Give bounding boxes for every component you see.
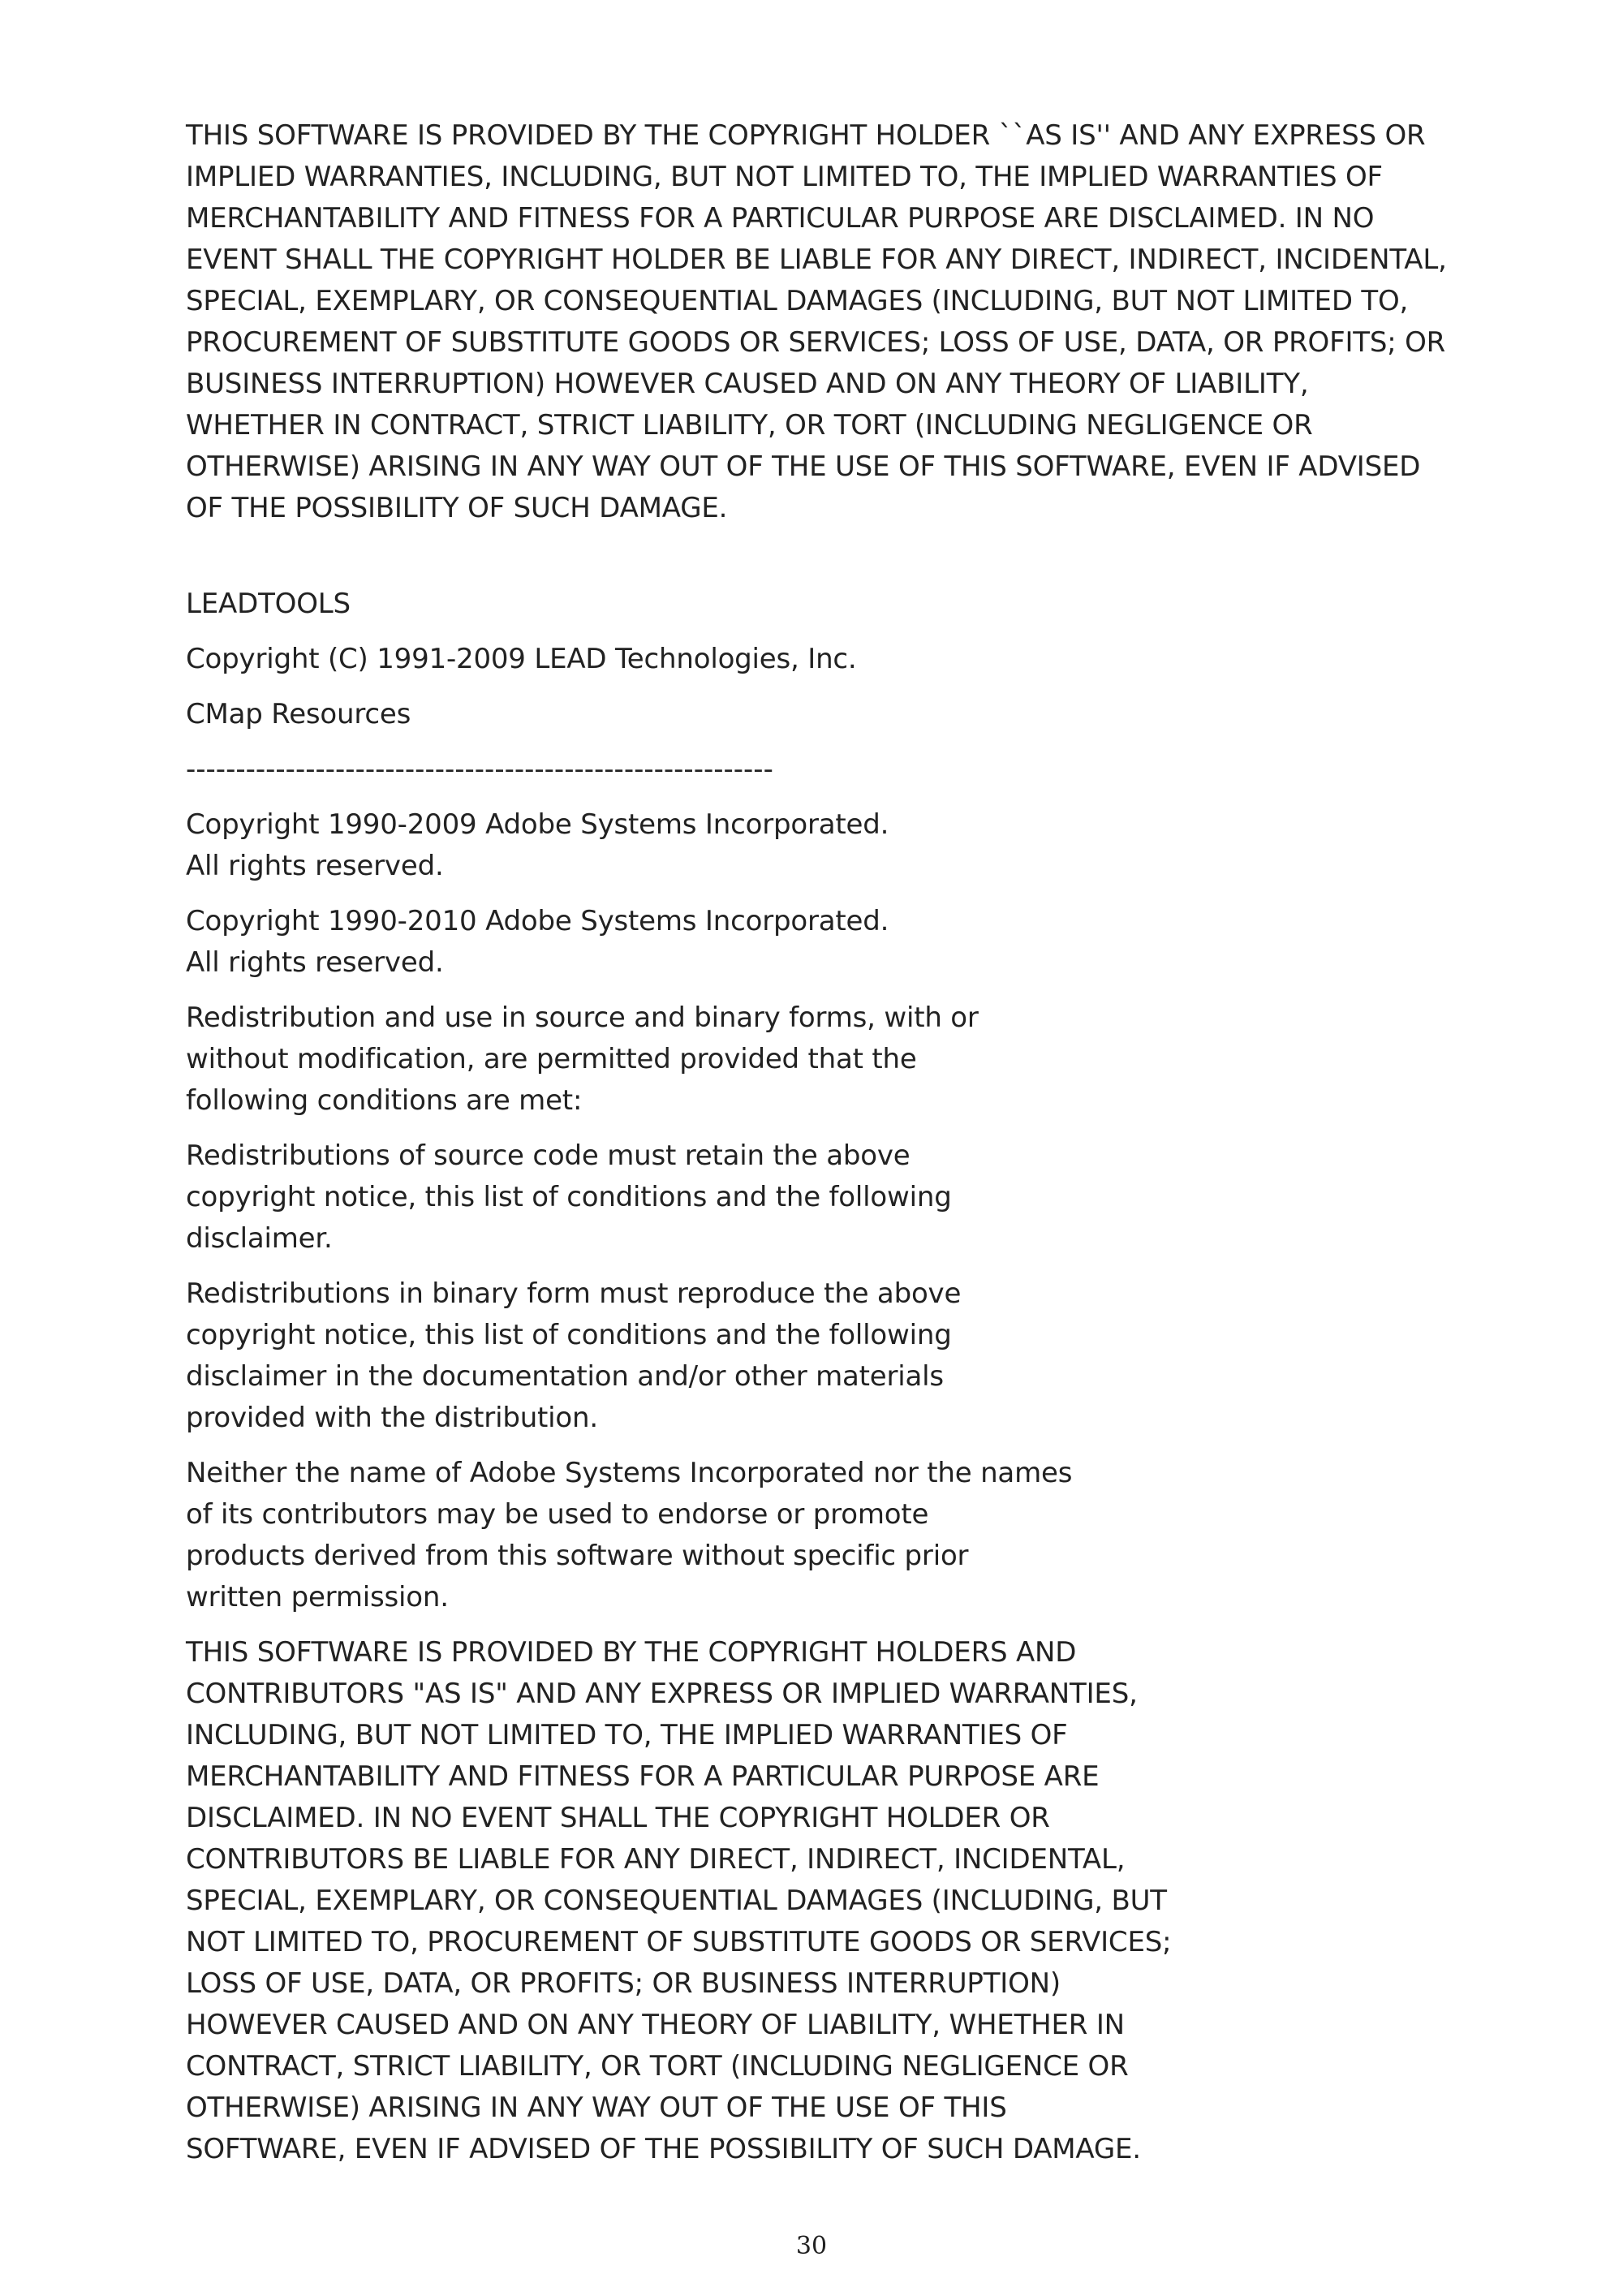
adobe-disclaimer-paragraph: THIS SOFTWARE IS PROVIDED BY THE COPYRIGHT HOLDERS AND CONTRIBUTORS "AS IS" AND ANY EXPRESS OR IMPLIED WARRANTIES, INCLUDING, BUT NOT LIMITED TO, THE IMPLIED WARRANTIES OF MERCHANTABILITY AND FITNESS FOR A PARTICULAR PURPOSE ARE DISCLAIMED. IN NO EVENT SHALL THE COPYRIGHT HOLDER OR CONTRIBUTORS BE LIABLE FOR ANY DIRECT, INDIRECT, INCIDENTAL, SPECIAL, EXEMPLARY, OR CONSEQUENTIAL DAMAGES (INCLUDING, BUT NOT LIMITED TO, PROCUREMENT OF SUBSTITUTE GOODS OR SERVICES; LOSS OF USE, DATA, OR PROFITS; OR BUSINESS INTERRUPTION) HOWEVER CAUSED AND ON ANY THEORY OF LIABILITY, WHETHER IN CONTRACT, STRICT LIABILITY, OR TORT (INCLUDING NEGLIGENCE OR OTHERWISE) ARISING IN ANY WAY OUT OF THE USE OF THIS SOFTWARE, EVEN IF ADVISED OF THE POSSIBILITY OF SUCH DAMAGE.	[186, 1636, 1172, 2165]
leadtools-copyright: Copyright (C) 1991-2009 LEAD Technologies, Inc.	[186, 643, 857, 675]
cmap-resources-heading: CMap Resources	[186, 698, 411, 730]
disclaimer-paragraph: THIS SOFTWARE IS PROVIDED BY THE COPYRIGHT HOLDER ``AS IS'' AND ANY EXPRESS OR IMPLIED WARRANTIES, INCLUDING, BUT NOT LIMITED TO, THE IMPLIED WARRANTIES OF MERCHANTABILITY AND FITNESS FOR A PARTICULAR PURPOSE ARE DISCLAIMED. IN NO EVENT SHALL THE COPYRIGHT HOLDER BE LIABLE FOR ANY DIRECT, INDIRECT, INCIDENTAL, SPECIAL, EXEMPLARY, OR CONSEQUENTIAL DAMAGES (INCLUDING, BUT NOT LIMITED TO, PROCUREMENT OF SUBSTITUTE GOODS OR SERVICES; LOSS OF USE, DATA, OR PROFITS; OR BUSINESS INTERRUPTION) HOWEVER CAUSED AND ON ANY THEORY OF LIABILITY, WHETHER IN CONTRACT, STRICT LIABILITY, OR TORT (INCLUDING NEGLIGENCE OR OTHERWISE) ARISING IN ANY WAY OUT OF THE USE OF THIS SOFTWARE, EVEN IF ADVISED OF THE POSSIBILITY OF SUCH DAMAGE.	[186, 119, 1447, 524]
source-code-condition: Redistributions of source code must retain the above copyright notice, this list of conditions and the following disclaimer.	[186, 1139, 952, 1255]
binary-form-condition: Redistributions in binary form must reproduce the above copyright notice, this list of conditions and the following disclaimer in the documentation and/or other materials provided with the distribution.	[186, 1277, 962, 1434]
document-page	[186, 115, 1565, 2170]
adobe-copyright-2009: Copyright 1990-2009 Adobe Systems Incorporated. All rights reserved.	[186, 808, 889, 882]
redistribution-intro: Redistribution and use in source and binary forms, with or without modification, are permitted provided that the following conditions are met:	[186, 1002, 979, 1117]
leadtools-heading: LEADTOOLS	[186, 588, 351, 620]
adobe-copyright-2010: Copyright 1990-2010 Adobe Systems Incorporated. All rights reserved.	[186, 905, 889, 979]
endorsement-condition: Neither the name of Adobe Systems Incorporated nor the names of its contributors may be used to endorse or promote products derived from this software without specific prior written permission.	[186, 1457, 1073, 1613]
separator-line: -----------------------------------------------------------	[186, 753, 773, 786]
page-number: 30	[795, 2232, 828, 2260]
